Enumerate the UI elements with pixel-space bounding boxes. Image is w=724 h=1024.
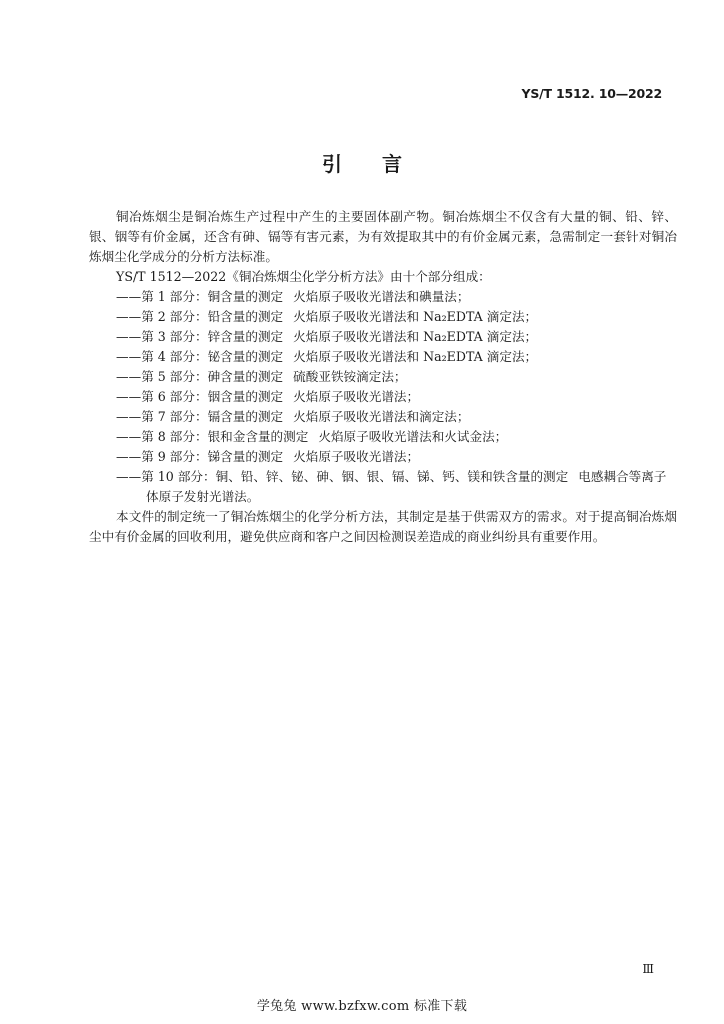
list-item <box>89 447 677 467</box>
footer-watermark: 学兔兔 www.bzfxw.com 标准下载 <box>256 999 468 1014</box>
list-item <box>89 327 677 347</box>
part-method: 火焰原子吸收光谱法和火试金法； <box>318 429 508 444</box>
structure-intro: YS/T 1512—2022《铜冶炼烟尘化学分析方法》由十个部分组成： <box>116 269 491 284</box>
list-item <box>89 347 677 367</box>
part-label: ——第 8 部分：银和金含量的测定 <box>116 429 309 444</box>
part-label: ——第 6 部分：铟含量的测定 <box>116 389 284 404</box>
part-label: ——第 3 部分：锌含量的测定 <box>116 329 284 344</box>
part-label: ——第 9 部分：锑含量的测定 <box>116 449 284 464</box>
part-method: 火焰原子吸收光谱法； <box>293 449 420 464</box>
list-item <box>89 307 677 327</box>
list-item <box>89 387 677 407</box>
part-label: ——第 7 部分：镉含量的测定 <box>116 409 284 424</box>
part-method: 火焰原子吸收光谱法和 Na₂EDTA 滴定法； <box>293 349 538 364</box>
part-label: ——第 5 部分：砷含量的测定 <box>116 369 284 384</box>
part-label: ——第 4 部分：铋含量的测定 <box>116 349 284 364</box>
part-label: ——第 10 部分：铜、铅、锌、铋、砷、铟、银、镉、锑、钙、镁和铁含量的测定 <box>116 469 569 484</box>
closing-paragraph: 本文件的制定统一了铜冶炼烟尘的化学分析方法，其制定是基于供需双方的需求。对于提高铜冶炼烟尘中有价金属的回收利用，避免供应商和客户之间因检测误差造成的商业纠纷具有重要作用。 <box>89 509 677 544</box>
part-method: 火焰原子吸收光谱法； <box>293 389 420 404</box>
part-method: 硫酸亚铁铵滴定法； <box>293 369 407 384</box>
list-item <box>89 407 677 427</box>
list-item <box>89 287 677 307</box>
list-item <box>89 467 677 507</box>
document-code: YS/T 1512. 10—2022 <box>521 86 662 101</box>
intro-paragraph: 铜冶炼烟尘是铜冶炼生产过程中产生的主要固体副产物。铜冶炼烟尘不仅含有大量的铜、铅、锌、银、铟等有价金属，还含有砷、镉等有害元素，为有效提取其中的有价金属元素，急需制定一套针对铜冶炼烟尘化学成分的分析方法标准。 <box>89 209 677 264</box>
part-method: 火焰原子吸收光谱法和 Na₂EDTA 滴定法； <box>293 329 538 344</box>
part-method: 火焰原子吸收光谱法和 Na₂EDTA 滴定法； <box>293 309 538 324</box>
page-title: 引言 <box>322 152 442 176</box>
part-label: ——第 2 部分：铅含量的测定 <box>116 309 284 324</box>
document-body <box>89 207 677 547</box>
part-label: ——第 1 部分：铜含量的测定 <box>116 289 284 304</box>
list-item <box>89 367 677 387</box>
part-method: 火焰原子吸收光谱法和滴定法； <box>293 409 470 424</box>
parts-list <box>89 287 677 507</box>
list-item <box>89 427 677 447</box>
part-method: 电感耦合等离子体原子发射光谱法。 <box>146 469 667 504</box>
page-number: Ⅲ <box>642 962 654 976</box>
part-method: 火焰原子吸收光谱法和碘量法； <box>293 289 470 304</box>
